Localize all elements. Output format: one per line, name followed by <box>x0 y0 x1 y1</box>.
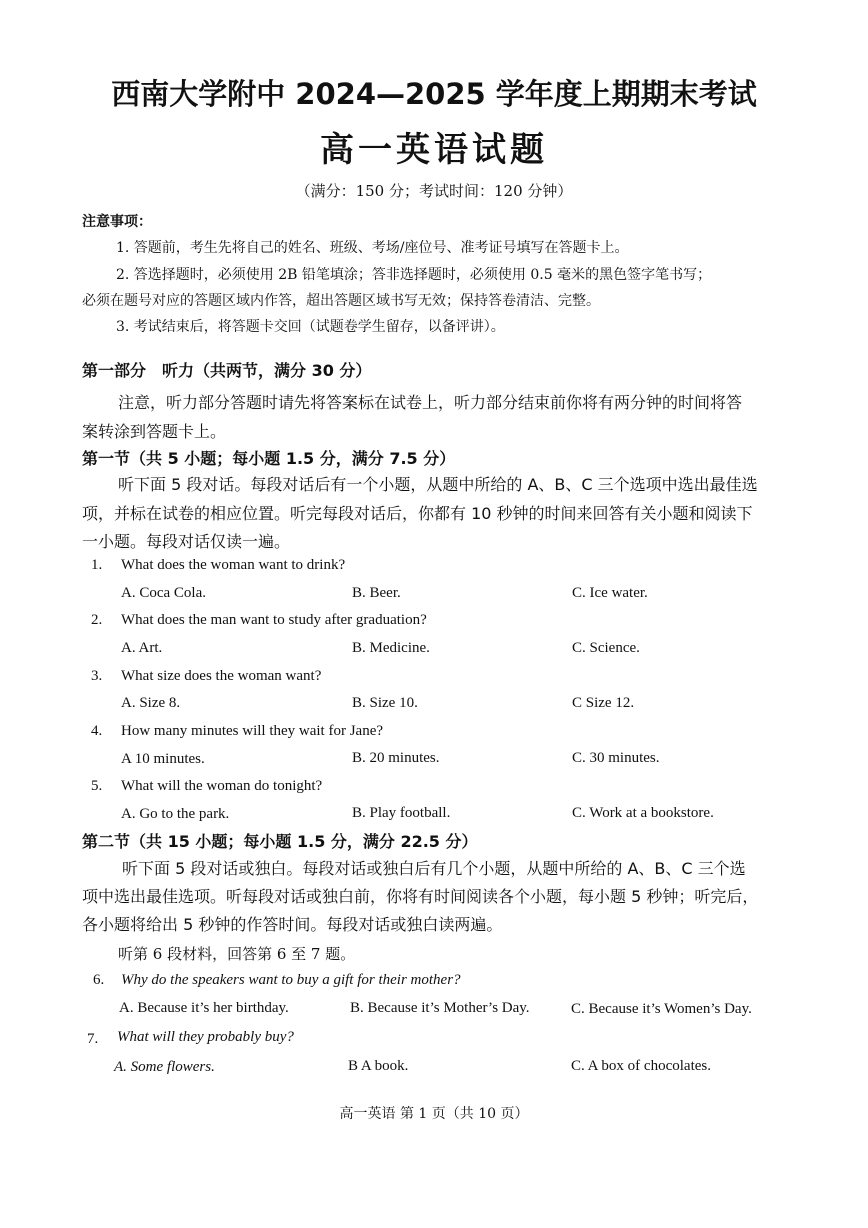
notice-item: 3. 考试结束后，将答题卡交回（试题卷学生留存，以备评讲）。 <box>116 319 505 335</box>
option-b: B. Play football. <box>352 805 451 821</box>
option-c: C. Ice water. <box>572 585 648 601</box>
question-number: 1. <box>91 557 103 573</box>
section1-instruction-line: 听下面 5 段对话。每段对话后有一个小题，从题中所给的 A、B、C 三个选项中选出最佳选 <box>118 475 758 494</box>
option-b: B. Medicine. <box>352 640 430 656</box>
option-b: B A book. <box>348 1058 409 1074</box>
section2-instruction-line: 项中选出最佳选项。听每段对话或独白前，你将有时间阅读各个小题，每小题 5 秒钟；听完后， <box>82 887 759 906</box>
exam-meta: （满分：150 分；考试时间：120 分钟） <box>295 182 573 200</box>
section2-instruction-line: 听下面 5 段对话或独白。每段对话或独白后有几个小题，从题中所给的 A、B、C 三个选 <box>122 859 746 878</box>
part1-heading: 第一部分 听力（共两节，满分 30 分） <box>82 361 372 380</box>
question-text: How many minutes will they wait for Jane? <box>121 723 384 739</box>
material-note: 听第 6 段材料，回答第 6 至 7 题。 <box>118 945 356 963</box>
section1-instruction-line: 一小题。每段对话仅读一遍。 <box>82 532 291 551</box>
option-a: A. Art. <box>121 640 163 656</box>
part1-note-line: 案转涂到答题卡上。 <box>82 422 227 441</box>
question-number: 2. <box>91 612 103 628</box>
option-a: A. Coca Cola. <box>121 585 206 601</box>
option-b: B. Beer. <box>352 585 401 601</box>
option-a: A. Because it’s her birthday. <box>119 1000 289 1016</box>
page-footer: 高一英语 第 1 页（共 10 页） <box>339 1106 529 1122</box>
notice-item: 2. 答选择题时，必须使用 2B 铅笔填涂；答非选择题时，必须使用 0.5 毫米的黑色签字笔书写； <box>116 267 712 283</box>
option-c: C. Work at a bookstore. <box>572 805 714 821</box>
option-a: A. Go to the park. <box>121 806 230 822</box>
section2-heading: 第二节（共 15 小题；每小题 1.5 分，满分 22.5 分） <box>82 832 478 851</box>
option-c: C. 30 minutes. <box>572 750 660 766</box>
option-c: C. A box of chocolates. <box>571 1058 711 1074</box>
option-b: B. 20 minutes. <box>352 750 440 766</box>
question-number: 5. <box>91 778 103 794</box>
section1-heading: 第一节（共 5 小题；每小题 1.5 分，满分 7.5 分） <box>82 449 456 468</box>
subject-title: 高一英语试题 <box>320 130 548 170</box>
option-c: C. Because it’s Women’s Day. <box>571 1001 752 1017</box>
notice-heading: 注意事项： <box>82 214 152 230</box>
option-a: A. Size 8. <box>121 695 181 711</box>
question-text: What will they probably buy? <box>117 1029 294 1045</box>
notice-item: 必须在题号对应的答题区域内作答，超出答题区域书写无效；保持答卷清洁、完整。 <box>82 293 600 309</box>
question-number: 4. <box>91 723 103 739</box>
option-a: A 10 minutes. <box>121 751 205 767</box>
question-text: What does the woman want to drink? <box>121 557 346 573</box>
question-number: 3. <box>91 668 103 684</box>
question-number: 6. <box>93 972 105 988</box>
option-c: C. Science. <box>572 640 640 656</box>
question-number: 7. <box>87 1031 99 1047</box>
question-text: What will the woman do tonight? <box>121 778 323 794</box>
option-c: C Size 12. <box>572 695 635 711</box>
notice-item: 1. 答题前，考生先将自己的姓名、班级、考场/座位号、准考证号填写在答题卡上。 <box>116 240 629 256</box>
section1-instruction-line: 项，并标在试卷的相应位置。听完每段对话后，你都有 10 秒钟的时间来回答有关小题和阅读下 <box>82 504 753 523</box>
question-text: What does the man want to study after graduation? <box>121 612 427 628</box>
option-b: B. Because it’s Mother’s Day. <box>350 1000 530 1016</box>
section2-instruction-line: 各小题将给出 5 秒钟的作答时间。每段对话或独白读两遍。 <box>82 915 503 934</box>
option-b: B. Size 10. <box>352 695 418 711</box>
option-a: A. Some flowers. <box>114 1059 215 1075</box>
question-text: Why do the speakers want to buy a gift for their mother? <box>121 972 461 988</box>
exam-title: 西南大学附中 2024—2025 学年度上期期末考试 <box>111 77 757 111</box>
question-text: What size does the woman want? <box>121 668 322 684</box>
part1-note-line: 注意，听力部分答题时请先将答案标在试卷上，听力部分结束前你将有两分钟的时间将答 <box>118 393 743 412</box>
